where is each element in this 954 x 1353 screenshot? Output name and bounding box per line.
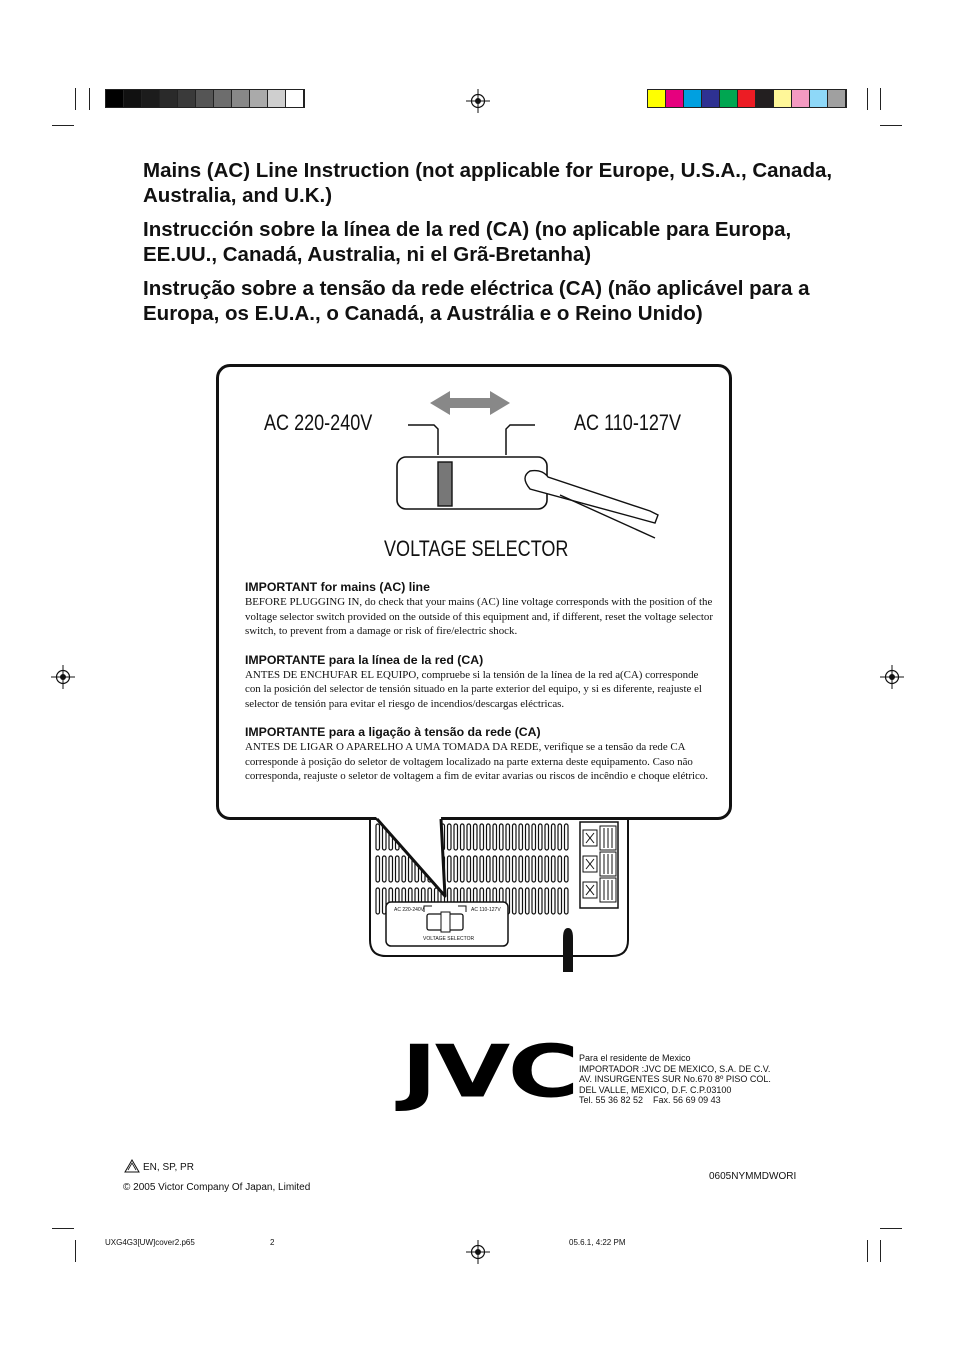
vent-slot [545,824,549,850]
registration-mark-icon [880,665,904,689]
color-swatch [684,90,702,107]
note-title-english: IMPORTANT for mains (AC) line [245,580,430,594]
copyright-text: © 2005 Victor Company Of Japan, Limited [123,1182,311,1193]
color-swatch [124,90,142,107]
print-file-name: UXG4G3[UW]cover2.p65 [105,1238,195,1247]
vent-slot [539,824,543,850]
color-swatch [648,90,666,107]
crop-mark [52,125,74,126]
vent-slot [526,888,530,914]
vent-slot [565,856,569,882]
vent-slot [461,824,465,850]
note-title-spanish: IMPORTANTE para la línea de la red (CA) [245,652,484,667]
importer-line: Para el residente de Mexico [579,1053,691,1063]
left-voltage-label: AC 220-240V [264,410,373,435]
voltage-selector-label: VOLTAGE SELECTOR [384,536,569,561]
registration-mark-icon [466,89,490,113]
vent-slot [493,824,497,850]
crop-mark [880,125,902,126]
heading-english: Mains (AC) Line Instruction (not applicable for Europe, U.S.A., Canada, Australia, and U.K.) [143,159,833,207]
right-voltage-label: AC 110-127V [574,410,681,435]
crop-mark [52,1228,74,1229]
vent-slot [532,888,536,914]
jvc-logo: JVC [401,1031,577,1114]
color-swatch [774,90,792,107]
headings-block [143,158,843,335]
callout-pointer [360,816,460,898]
document-code: 0605NYMMDWORI [709,1171,797,1182]
vent-slot [513,824,517,850]
vent-slot [558,856,562,882]
process-color-bar [647,89,847,108]
color-swatch [810,90,828,107]
vent-slot [539,888,543,914]
registration-mark-icon [466,1240,490,1264]
crop-mark [880,1240,881,1262]
vent-slot [487,824,491,850]
color-swatch [828,90,846,107]
vent-slot [552,888,556,914]
vent-slot [467,824,471,850]
vent-slot [532,824,536,850]
vent-slot [519,888,523,914]
color-swatch [250,90,268,107]
vent-slot [526,824,530,850]
small-right-voltage-label: AC 110-127V [471,907,501,913]
vent-slot [519,824,523,850]
vent-slot [539,856,543,882]
crop-mark [880,88,881,110]
vent-slot [552,856,556,882]
vent-slot [474,856,478,882]
vent-slot [461,856,465,882]
heading-spanish: Instrucción sobre la línea de la red (CA) (no aplicable para Europa, EE.UU., Canadá, Australia, ni el Grã-Bretanha) [143,218,792,266]
color-swatch [160,90,178,107]
important-notes [245,579,715,797]
vent-slot [493,856,497,882]
crop-mark [75,88,76,110]
vent-slot [500,824,504,850]
importer-line: IMPORTADOR :JVC DE MEXICO, S.A. DE C.V. [579,1063,771,1074]
note-body-portuguese: ANTES DE LIGAR O APARELHO A UMA TOMADA DA REDE, verifique se a tensão da rede CA corresponde à posição do seletor de voltagem localizado na parte externa deste equipamento. Caso não corresponda, reajuste o seletor de voltagem a fim de evitar avarias ou riscos de incêndio e choque elétrico. [245,741,708,782]
vent-slot [526,856,530,882]
vent-slot [545,888,549,914]
vent-slot [558,888,562,914]
vent-slot [552,824,556,850]
color-swatch [738,90,756,107]
vent-slot [506,824,510,850]
grayscale-color-bar [105,89,305,108]
language-codes: EN, SP, PR [143,1162,194,1173]
vent-slot [500,856,504,882]
vent-slot [532,856,536,882]
print-page-number: 2 [270,1238,275,1247]
vent-slot [545,856,549,882]
color-swatch [196,90,214,107]
crop-mark [867,88,868,110]
recycle-paper-icon [123,1158,141,1174]
color-swatch [106,90,124,107]
vent-slot [519,856,523,882]
vent-slot [487,856,491,882]
voltage-selector-diagram [390,385,670,545]
registration-mark-icon [51,665,75,689]
color-swatch [214,90,232,107]
small-selector-label: VOLTAGE SELECTOR [423,936,475,942]
vent-slot [480,856,484,882]
vent-slot [480,824,484,850]
crop-mark [75,1240,76,1262]
vent-slot [474,824,478,850]
color-swatch [702,90,720,107]
note-body-english: BEFORE PLUGGING IN, do check that your mains (AC) line voltage corresponds with the position of the voltage selector switch provided on the outside of this equipment and, if different, reset the voltage selector switch, to prevent from a damage or risk of fire/electric shock. [245,596,713,637]
note-title-portuguese: IMPORTANTE para a ligação à tensão da rede (CA) [245,725,541,739]
vent-slot [506,856,510,882]
print-date: 05.6.1, 4:22 PM [569,1238,626,1247]
heading-portuguese: Instrução sobre a tensão da rede eléctrica (CA) (não aplicável para a Europa, os E.U.A., o Canadá, a Austrália e o Reino Unido) [143,277,810,325]
vent-slot [513,888,517,914]
color-swatch [142,90,160,107]
vent-slot [565,888,569,914]
vent-slot [558,824,562,850]
color-swatch [756,90,774,107]
crop-mark [880,1228,902,1229]
vent-slot [467,856,471,882]
crop-mark [867,1240,868,1262]
vent-slot [565,824,569,850]
color-swatch [666,90,684,107]
importer-line: Tel. 55 36 82 52 Fax. 56 69 09 43 [579,1095,721,1106]
small-left-voltage-label: AC 220-240V [394,907,425,913]
color-swatch [178,90,196,107]
vent-slot [513,856,517,882]
color-swatch [720,90,738,107]
importer-line: DEL VALLE, MEXICO, D.F. C.P.03100 [579,1084,732,1095]
color-swatch [232,90,250,107]
importer-line: AV. INSURGENTES SUR No.670 8º PISO COL. [579,1074,771,1085]
color-swatch [286,90,304,107]
color-swatch [792,90,810,107]
note-body-spanish: ANTES DE ENCHUFAR EL EQUIPO, compruebe si la tensión de la línea de la red a(CA) corresponde con la posición del selector de tensión situado en la parte exterior del equipo, y si es diferente, reajuste el selector de tensión para evitar el riesgo de incendios/descargas eléctricas. [245,668,702,710]
color-swatch [268,90,286,107]
crop-mark [89,88,90,110]
importer-info [579,1053,799,1106]
